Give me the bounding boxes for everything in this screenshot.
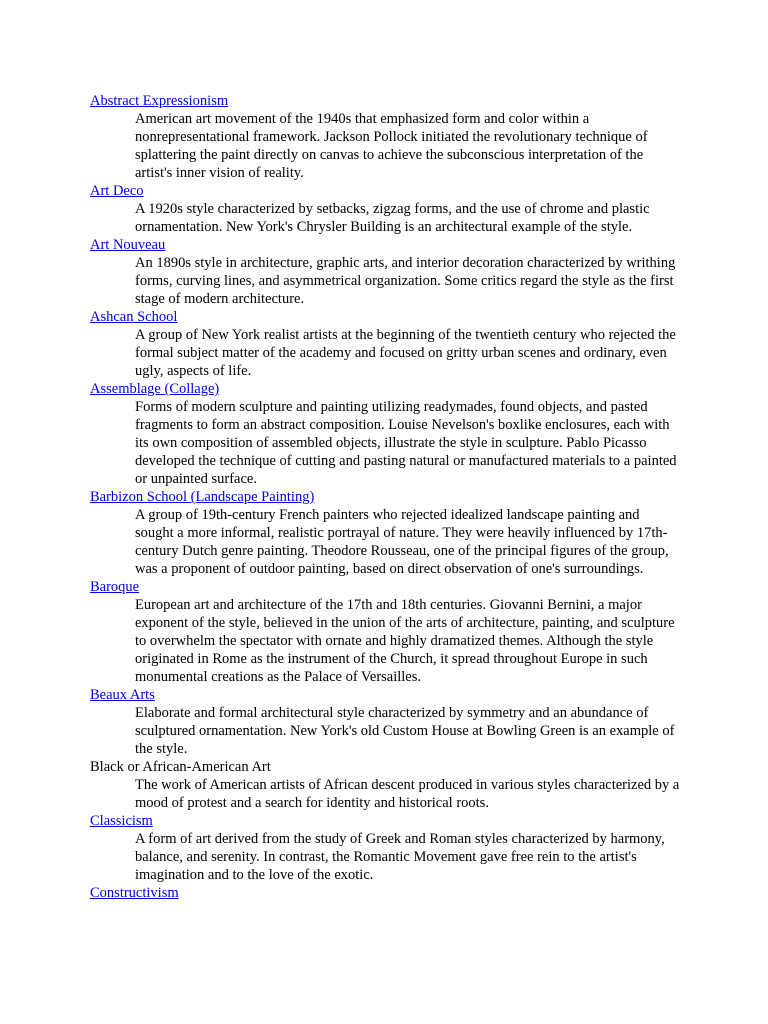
document-page (90, 92, 690, 902)
glossary-definition: A group of 19th-century French painters who rejected idealized landscape painting and sought a more informal, realistic portrayal of nature. They were heavily influenced by 17th-century Dutch genre painting. Theodore Rousseau, one of the principal figures of the group, was a proponent of outdoor painting, based on direct observation of one's surroundings. (135, 507, 669, 577)
glossary-term (90, 758, 690, 776)
glossary-term[interactable] (90, 884, 690, 902)
glossary-term[interactable] (90, 380, 690, 398)
term-link[interactable]: Baroque (90, 579, 140, 595)
glossary-term[interactable] (90, 578, 690, 596)
glossary-definition: The work of American artists of African descent produced in various styles characterized by a mood of protest and a search for identity and historical roots. (135, 777, 680, 811)
glossary-definition: Forms of modern sculpture and painting utilizing readymades, found objects, and pasted fragments to form an abstract composition. Louise Nevelson's boxlike enclosures, each with its own composition of assembled objects, illustrate the style in sculpture. Pablo Picasso developed the technique of cutting and pasting natural or manufactured materials to a painted or unpainted surface. (135, 399, 677, 487)
glossary-definition: A form of art derived from the study of Greek and Roman styles characterized by harmony, balance, and serenity. In contrast, the Romantic Movement gave free rein to the artist's imagination and to the love of the exotic. (135, 831, 665, 883)
glossary-definition: European art and architecture of the 17th and 18th centuries. Giovanni Bernini, a major exponent of the style, believed in the union of the arts of architecture, painting, and sculpture to overwhelm the spectator with ornate and highly dramatized themes. Although the style originated in Rome as the instrument of the Church, it spread throughout Europe in such monumental creations as the Palace of Versailles. (135, 597, 675, 685)
glossary-list (90, 92, 690, 902)
term-link[interactable]: Barbizon School (Landscape Painting) (90, 489, 315, 505)
glossary-term[interactable] (90, 182, 690, 200)
term-link[interactable]: Ashcan School (90, 309, 178, 325)
term-link[interactable]: Constructivism (90, 885, 179, 901)
term-label: Black or African-American Art (90, 759, 271, 775)
term-link[interactable]: Art Nouveau (90, 237, 166, 253)
glossary-definition: Elaborate and formal architectural style characterized by symmetry and an abundance of sculptured ornamentation. New York's old Custom House at Bowling Green is an example of the style. (135, 705, 675, 757)
glossary-term[interactable] (90, 686, 690, 704)
glossary-term[interactable] (90, 92, 690, 110)
term-link[interactable]: Beaux Arts (90, 687, 155, 703)
glossary-term[interactable] (90, 236, 690, 254)
glossary-definition: American art movement of the 1940s that emphasized form and color within a nonrepresentational framework. Jackson Pollock initiated the revolutionary technique of splattering the paint directly on canvas to achieve the subconscious interpretation of the artist's inner vision of reality. (135, 111, 648, 181)
glossary-term[interactable] (90, 488, 690, 506)
term-link[interactable]: Assemblage (Collage) (90, 381, 220, 397)
glossary-definition: A group of New York realist artists at the beginning of the twentieth century who rejected the formal subject matter of the academy and focused on gritty urban scenes and ordinary, even ugly, aspects of life. (135, 327, 676, 379)
term-link[interactable]: Classicism (90, 813, 153, 829)
glossary-definition: An 1890s style in architecture, graphic arts, and interior decoration characterized by writhing forms, curving lines, and asymmetrical organization. Some critics regard the style as the first stage of modern architecture. (135, 255, 676, 307)
glossary-term[interactable] (90, 308, 690, 326)
glossary-term[interactable] (90, 812, 690, 830)
glossary-definition: A 1920s style characterized by setbacks, zigzag forms, and the use of chrome and plastic ornamentation. New York's Chrysler Building is an architectural example of the style. (135, 201, 650, 235)
term-link[interactable]: Abstract Expressionism (90, 93, 229, 109)
term-link[interactable]: Art Deco (90, 183, 144, 199)
